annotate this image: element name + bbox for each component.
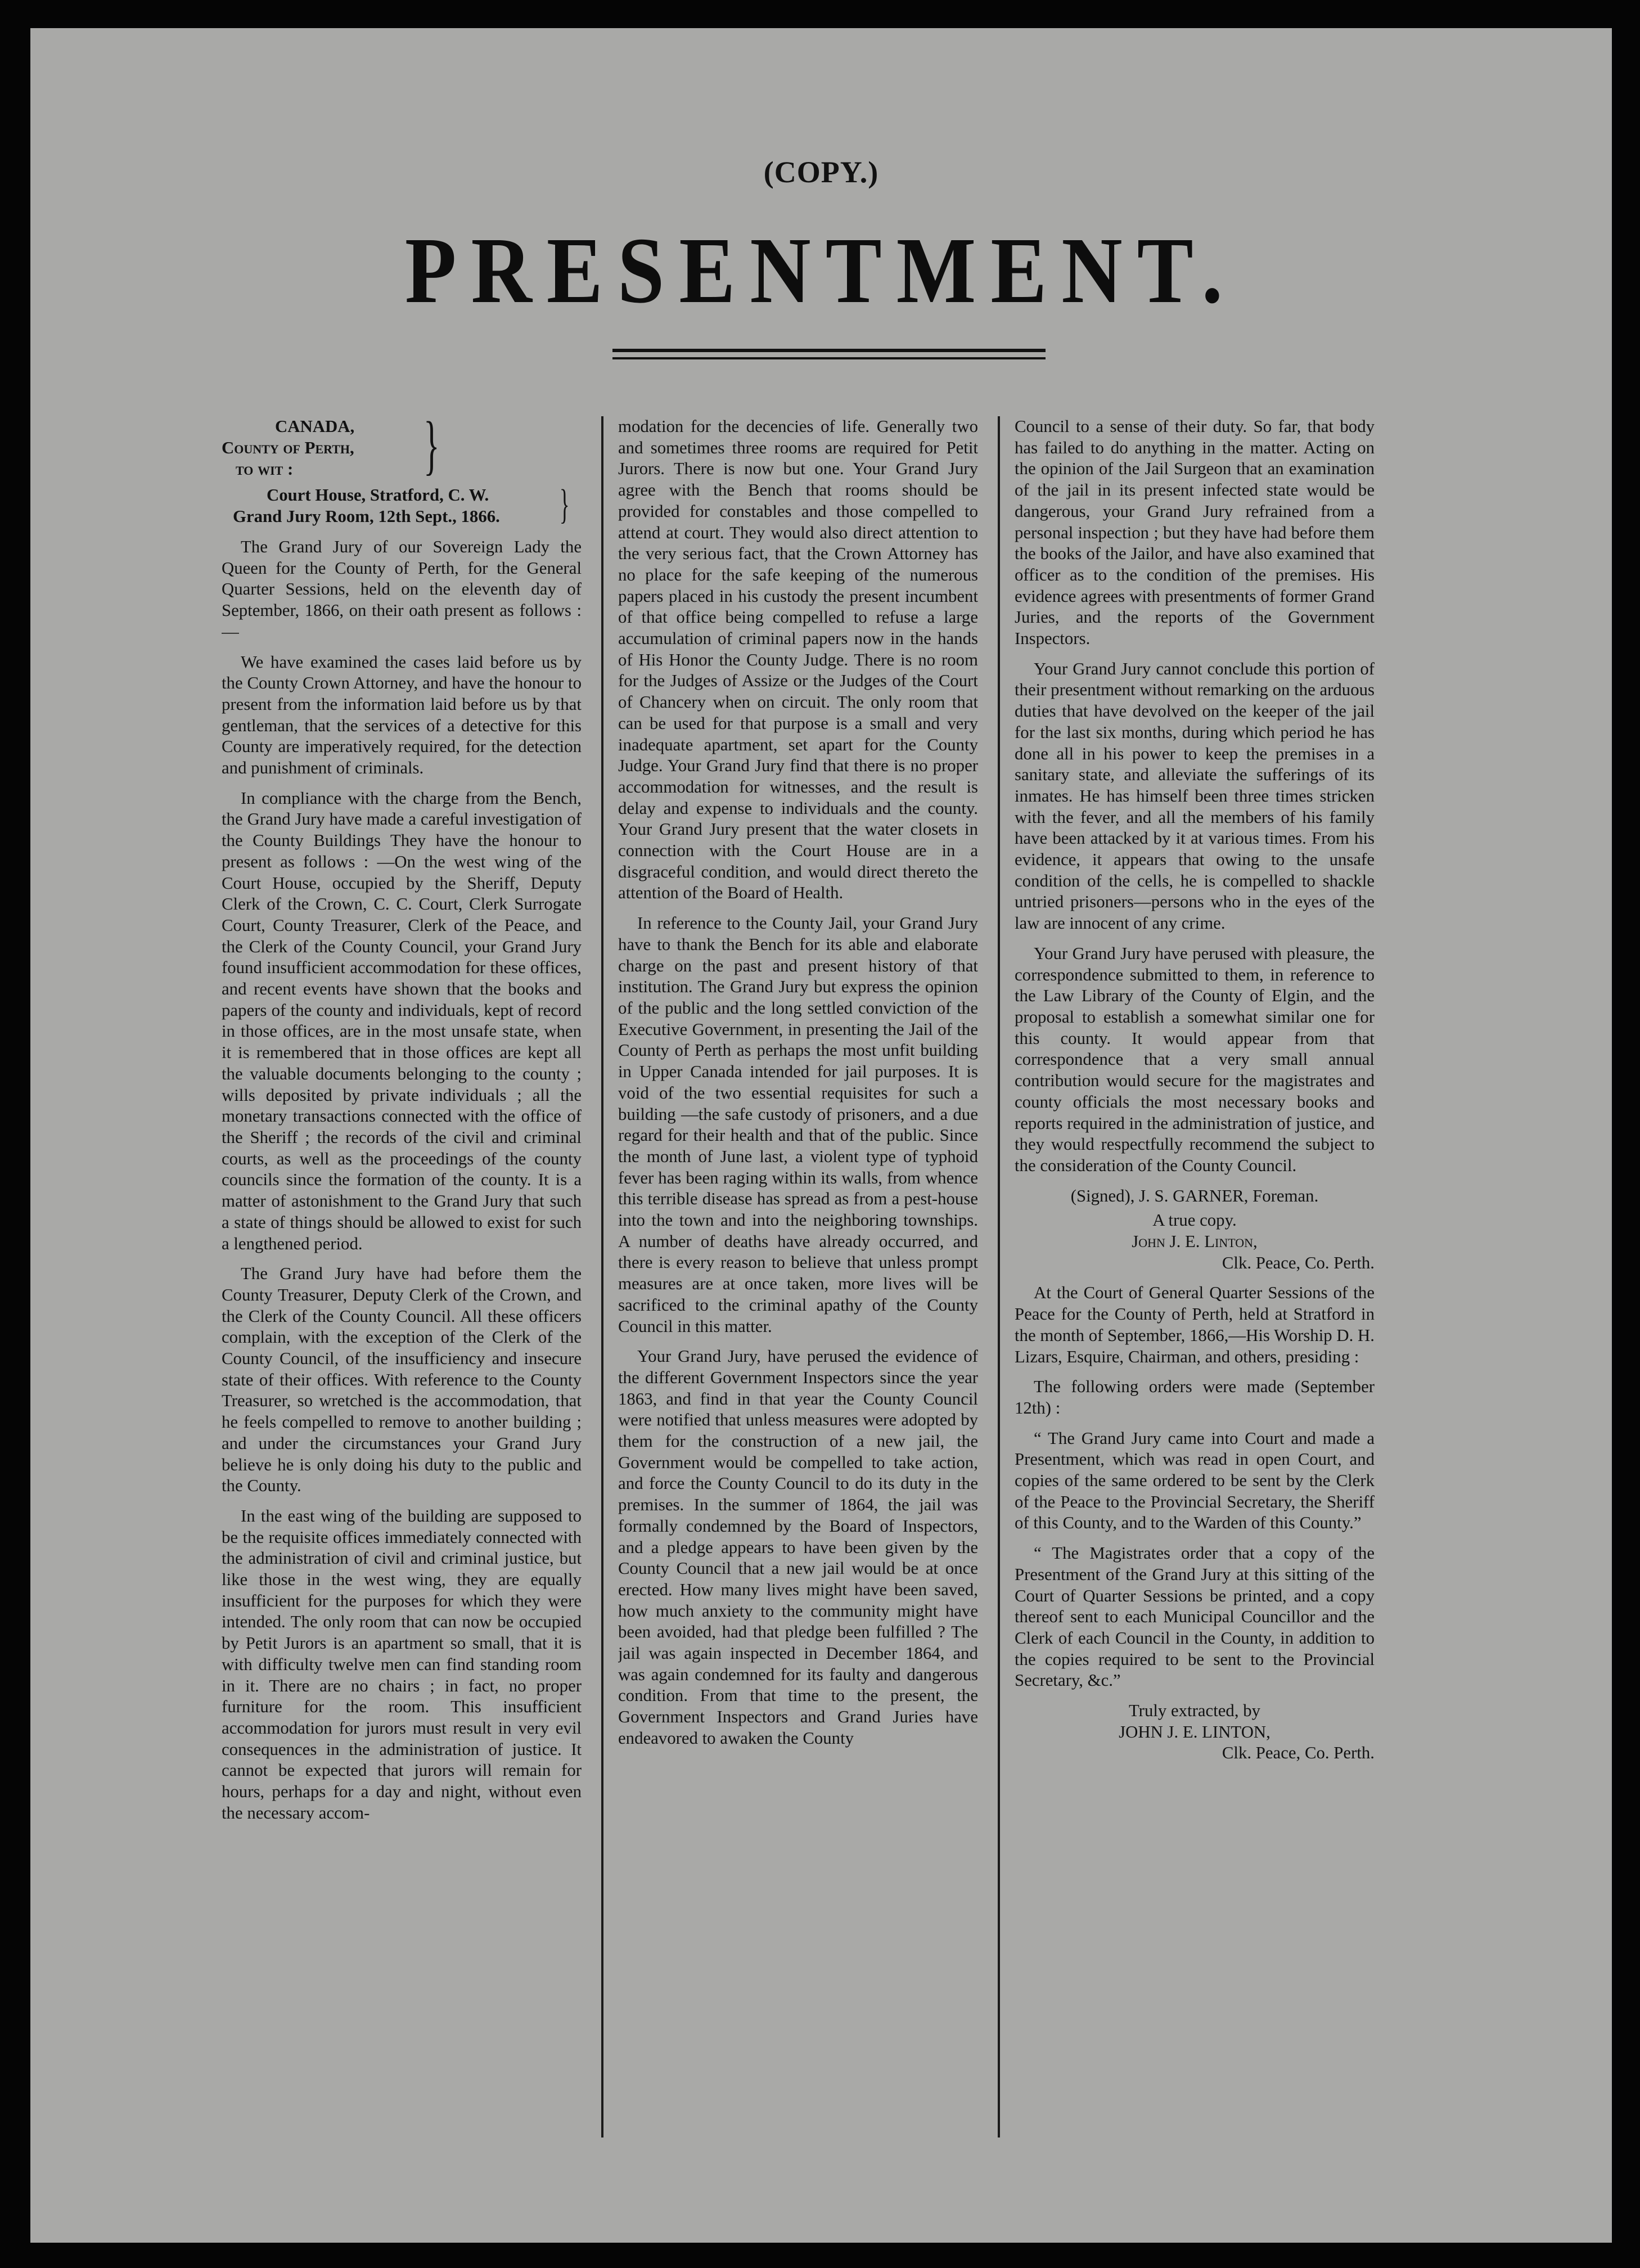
paragraph: Your Grand Jury, have perused the evidence of the different Government Inspectors since the year 1863, and find in that year the County Council were notified that unless measures were adopted by them for the construction of a new jail, the Government would be compelled to take action, and force the County Council to do its duty in the premises. In the summer of 1864, the jail was formally condemned by the Board of Inspectors, and a pledge appears to have been given by the County Council that a new jail would be at once erected. How many lives might have been saved, how much anxiety to the community might have been avoided, had that pledge been fulfilled ? The jail was again inspected in December 1864, and was again condemned for its faulty and dangerous condition. From that time to the present, the Government Inspectors and Grand Juries have endeavored to awaken the County [618, 1347, 978, 1748]
paragraph: In the east wing of the building are supposed to be the requisite offices immediately connected with the administration of civil and criminal justice, but like those in the west wing, they are equally insufficient for the purposes for which they were intended. The only room that can now be occupied by Petit Jurors is an apartment so small, that it is with difficulty twelve men can find standing room in it. There are no chairs ; in fact, no proper furniture for the room. This insufficient accommodation for jurors must result in very evil consequences in the administration of justice. It cannot be expected that jurors will remain for hours, perhaps for a day and night, without even the necessary accom- [222, 1506, 582, 1822]
column-3 [1015, 416, 1375, 2160]
title-rule-thin [612, 357, 1046, 359]
signature-foreman: (Signed), J. S. GARNER, Foreman. [1070, 1186, 1319, 1205]
caption-county: County of Perth, [222, 438, 354, 457]
paragraph: modation for the decencies of life. Generally two and sometimes three rooms are required for Petit Jurors. There is now but one. Your Grand Jury agree with the Bench that rooms should be provided for constables and those compelled to attend at court. They would also direct attention to the very serious fact, that the Crown Attorney has no place for the safe keeping of the numerous papers placed in his custody the present incumbent of that office being compelled to refuse a large accumulation of criminal papers now in the hands of His Honor the County Judge. There is no room for the Judges of Assize or the Judges of the Court of Chancery when on circuit. The only room that can be used for that purpose is a small and very inadequate apartment, set apart for the County Judge. Your Grand Jury find that there is no proper accommodation for witnesses, and the result is delay and expense to individuals and the county. Your Grand Jury present that the water closets in connection with the Court House are in a disgraceful condition, and would direct thereto the attention of the Board of Health. [618, 417, 978, 903]
paragraph: Your Grand Jury have perused with pleasure, the correspondence submitted to them, in reference to the Law Library of the County of Elgin, and the proposal to establish a somewhat similar one for this county. It would appear from that correspondence that a very small annual contribution would secure for the magistrates and county officials the most necessary books and reports required in the administration of justice, and they would respectfully recommend the subject to the consideration of the County Council. [1015, 943, 1375, 1175]
paragraph: The following orders were made (September 12th) : [1015, 1377, 1375, 1418]
paragraph: The Grand Jury of our Sovereign Lady the Queen for the County of Perth, for the General Quarter Sessions, held on the eleventh day of September, 1866, on their oath present as follows :— [222, 537, 582, 641]
paragraph: The Grand Jury have had before them the County Treasurer, Deputy Clerk of the Crown, and the Clerk of the County Council. All these officers complain, with the exception of the Clerk of the County Council, of the insufficiency and insecure state of their offices. With reference to the County Treasurer, so wretched is the accommodation, that he feels compelled to remove to another building ; and under the circumstances your Grand Jury believe he is only doing his duty to the public and the County. [222, 1264, 582, 1496]
column-divider [998, 416, 1000, 2138]
paragraph: We have examined the cases laid before us by the County Crown Attorney, and have the honour to present from the information laid before us by that gentleman, that the services of a detective for this County are imperatively required, for the detection and punishment of criminals. [222, 652, 582, 778]
caption-canada: CANADA, [275, 417, 355, 436]
title-rule-thick [612, 349, 1046, 352]
caption-jury-room: Grand Jury Room, 12th Sept., 1866. [233, 507, 500, 526]
extract-note: Truly extracted, by [1128, 1701, 1261, 1721]
paragraph: In compliance with the charge from the Bench, the Grand Jury have made a careful investigation of the County Buildings They have the honour to present as follows : —On the west wing of the Court House, occupied by the Sheriff, Deputy Clerk of the Crown, C. C. Court, Clerk Surrogate Court, County Treasurer, Clerk of the Peace, and the Clerk of the County Council, your Grand Jury found insufficient accommodation for these offices, and recent events have shown that the books and papers of the county and individuals, kept of record in those offices, are in the most unsafe state, when it is remembered that in those offices are kept all the valuable documents belonging to the county ; wills deposited by private individuals ; all the monetary transactions connected with the office of the Sheriff ; the records of the civil and criminal courts, as well as the proceedings of the county councils since the formation of the county. It is a matter of astonishment to the Grand Jury that such a state of things should be allowed to exist for such a lengthened period. [222, 788, 582, 1253]
caption-to-wit: to wit : [236, 460, 294, 479]
true-copy-note: A true copy. [1152, 1210, 1237, 1230]
caption-brace: } [423, 416, 440, 482]
caption-court-house: Court House, Stratford, C. W. [267, 485, 489, 505]
signature-clerk-title: Clk. Peace, Co. Perth. [1222, 1253, 1375, 1272]
court-order: “ The Magistrates order that a copy of the Presentment of the Grand Jury at this sitting of the Court of Quarter Sessions be printed, and a copy thereof sent to each Municipal Councillor and the Clerk of each Council in the County, in addition to the copies required to be sent to the Provincial Secretary, &c.” [1015, 1544, 1375, 1690]
signature-clerk-name: JOHN J. E. LINTON, [1119, 1722, 1270, 1742]
paragraph: Council to a sense of their duty. So far, that body has failed to do anything in the matter. Acting on the opinion of the Jail Surgeon that an examination of the jail in its present infected state would be dangerous, your Grand Jury refrained from a personal inspection ; but they have had before them the books of the Jailor, and have also examined that officer as to the condition of the premises. His evidence agrees with presentments of former Grand Juries, and the reports of the Government Inspectors. [1015, 417, 1375, 649]
copy-label: (COPY.) [763, 155, 879, 189]
signature-clerk-title: Clk. Peace, Co. Perth. [1222, 1743, 1375, 1763]
column-divider [601, 416, 603, 2138]
venue-caption [222, 416, 582, 534]
caption-brace: } [559, 482, 570, 528]
column-2 [618, 416, 978, 2160]
document-page [30, 28, 1612, 2243]
paragraph: At the Court of General Quarter Sessions of the Peace for the County of Perth, held at Stratford in the month of September, 1866,—His Worship D. H. Lizars, Esquire, Chairman, and others, presiding : [1015, 1283, 1375, 1366]
signature-clerk-name: John J. E. Linton, [1132, 1232, 1258, 1252]
paragraph: In reference to the County Jail, your Grand Jury have to thank the Bench for its able and elaborate charge on the past and present history of that institution. The Grand Jury but express the opinion of the public and the long settled conviction of the Executive Government, in presenting the Jail of the County of Perth as perhaps the most unfit building in Upper Canada intended for jail purposes. It is void of the two essential requisites for such a building —the safe custody of prisoners, and a due regard for their health and that of the public. Since the month of June last, a violent type of typhoid fever has been raging within its walls, from whence this terrible disease has spread as from a pest-house into the town and into the neighboring townships. A number of deaths have already occurred, and there is every reason to believe that unless prompt measures are at once taken, more lives will be sacrificed to the criminal apathy of the County Council in this matter. [618, 914, 978, 1336]
paragraph: Your Grand Jury cannot conclude this portion of their presentment without remarking on the arduous duties that have devolved on the keeper of the jail for the last six months, during which period he has done all in his power to keep the premises in a sanitary state, and alleviate the sufferings of its inmates. He has himself been three times stricken with the fever, and all the members of his family have been attacked by it at various times. From his evidence, it appears that owing to the unsafe condition of the cells, he is compelled to shackle untried prisoners—persons who in the eyes of the law are innocent of any crime. [1015, 659, 1375, 933]
document-title: PRESENTMENT. [404, 218, 1238, 323]
court-order: “ The Grand Jury came into Court and made a Presentment, which was read in open Court, and copies of the same ordered to be sent by the Clerk of the Peace to the Provincial Secretary, the Sheriff of this County, and to the Warden of this County.” [1015, 1428, 1375, 1533]
column-1 [222, 416, 582, 2160]
